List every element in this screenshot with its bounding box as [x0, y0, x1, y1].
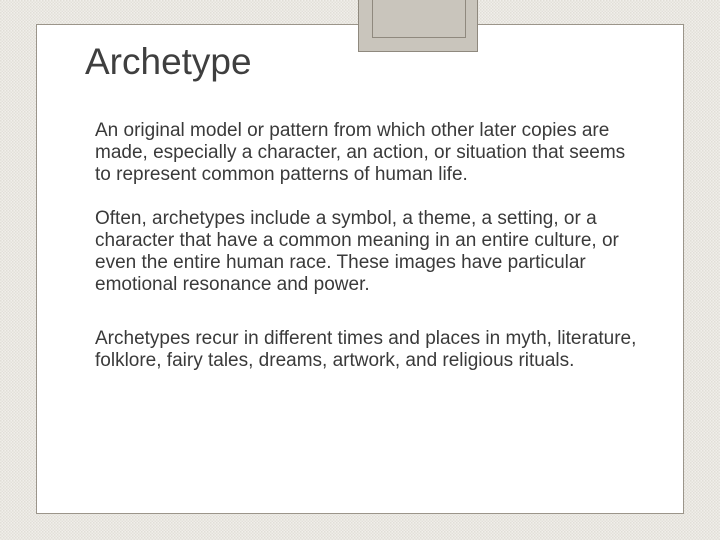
- decorative-corner-tab-inner: [372, 0, 466, 38]
- slide-body: [95, 120, 640, 372]
- paragraph-recurrence: Archetypes recur in different times and places in myth, literature, folklore, fairy tales, dreams, artwork, and religious rituals.: [95, 328, 637, 371]
- slide-title: Archetype: [85, 41, 252, 82]
- paragraph-definition: An original model or pattern from which other later copies are made, especially a character, an action, or situation that seems to represent common patterns of human life.: [95, 120, 626, 185]
- paragraph-examples: Often, archetypes include a symbol, a theme, a setting, or a character that have a common meaning in an entire culture, or even the entire human race. These images have particular emotional resonance and power.: [95, 208, 619, 295]
